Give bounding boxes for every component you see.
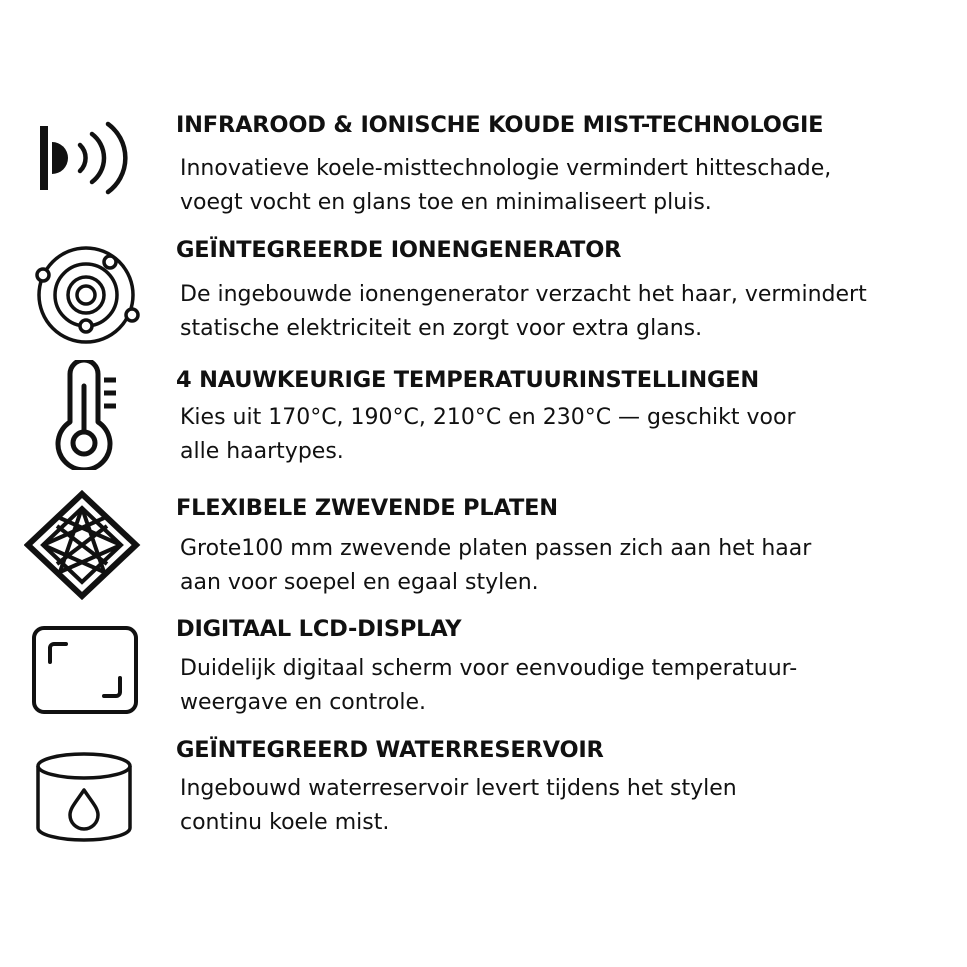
water-reservoir-icon	[24, 748, 144, 848]
feature-description	[180, 278, 960, 346]
lcd-display-icon	[24, 624, 144, 716]
description-line: voegt vocht en glans toe en minimaliseert pluis.	[180, 190, 712, 215]
thermometer-icon	[24, 360, 144, 470]
feature-title: GEÏNTEGREERDE IONENGENERATOR	[176, 237, 622, 263]
description-line: Kies uit 170°C, 190°C, 210°C en 230°C — geschikt voor	[180, 405, 796, 430]
description-line: Grote100 mm zwevende platen passen zich aan het haar	[180, 536, 812, 561]
floating-plates-icon	[24, 490, 144, 600]
description-line: Ingebouwd waterreservoir levert tijdens het stylen	[180, 776, 737, 801]
description-line: alle haartypes.	[180, 439, 344, 464]
description-line: continu koele mist.	[180, 810, 390, 835]
description-line: aan voor soepel en egaal stylen.	[180, 570, 539, 595]
feature-description	[180, 401, 960, 469]
description-line: De ingebouwde ionengenerator verzacht het haar, vermindert	[180, 282, 867, 307]
feature-title: GEÏNTEGREERD WATERRESERVOIR	[176, 737, 604, 763]
feature-title: INFRAROOD & IONISCHE KOUDE MIST-TECHNOLOGIE	[176, 112, 824, 138]
feature-description	[180, 652, 960, 720]
description-line: weergave en controle.	[180, 690, 426, 715]
infrared-waves-icon	[24, 118, 144, 198]
feature-title: FLEXIBELE ZWEVENDE PLATEN	[176, 495, 558, 521]
feature-description	[180, 152, 960, 220]
ion-orbit-icon	[24, 240, 144, 350]
description-line: Innovatieve koele-misttechnologie vermindert hitteschade,	[180, 156, 832, 181]
description-line: Duidelijk digitaal scherm voor eenvoudige temperatuur-	[180, 656, 798, 681]
description-line: statische elektriciteit en zorgt voor extra glans.	[180, 316, 703, 341]
feature-description	[180, 532, 960, 600]
feature-title: 4 NAUWKEURIGE TEMPERATUURINSTELLINGEN	[176, 367, 760, 393]
feature-title: DIGITAAL LCD-DISPLAY	[176, 616, 462, 642]
feature-description	[180, 772, 960, 840]
